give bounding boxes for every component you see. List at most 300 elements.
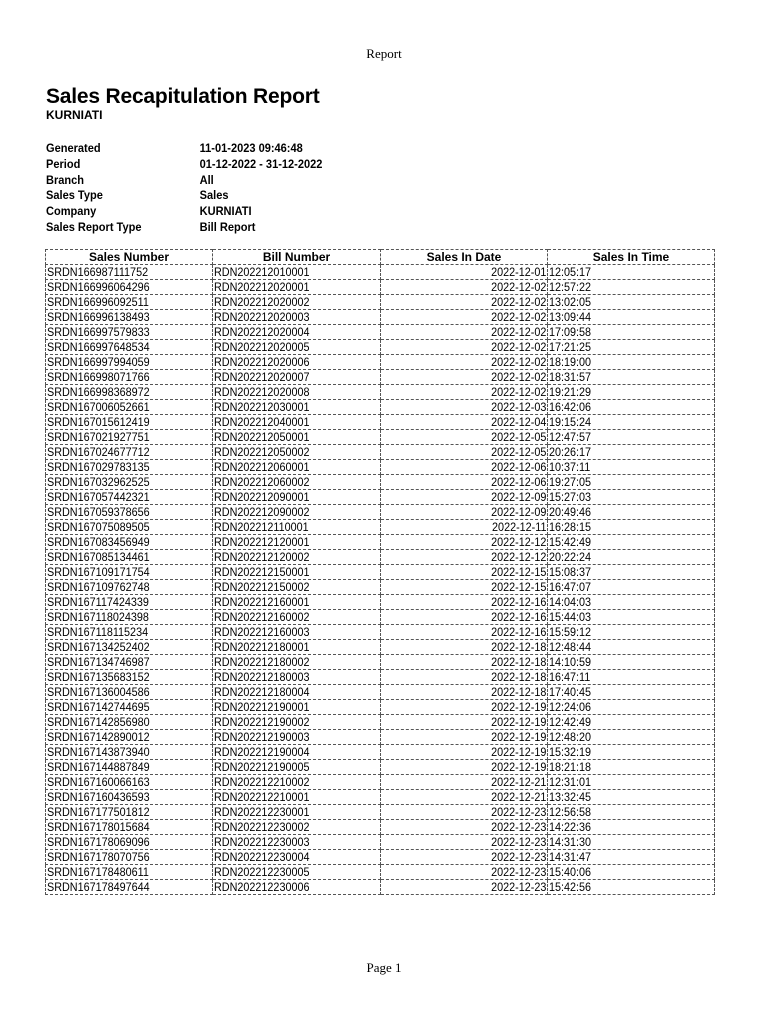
bill-number-cell	[213, 790, 381, 805]
meta-row-company	[46, 204, 322, 220]
sales-number-cell	[46, 835, 213, 850]
cell-text: SRDN167160436593	[47, 790, 150, 804]
cell-text: RDN202212040001	[214, 415, 310, 429]
cell-text: 15:08:37	[549, 565, 592, 579]
cell-text: SRDN167032962525	[47, 475, 150, 489]
sales-date-cell	[381, 415, 548, 430]
table-header-row	[46, 250, 715, 265]
cell-text: 2022-12-19	[490, 700, 546, 714]
table-row	[46, 295, 715, 310]
bill-number-cell	[213, 745, 381, 760]
sales-date-cell	[381, 490, 548, 505]
table-row	[46, 625, 715, 640]
sales-time-cell	[548, 880, 715, 895]
report-meta	[46, 141, 346, 236]
table-row	[46, 700, 715, 715]
cell-text: 16:47:11	[549, 670, 591, 684]
sales-number-cell	[46, 430, 213, 445]
sales-number-cell	[46, 760, 213, 775]
sales-time-cell	[548, 370, 715, 385]
sales-number-cell	[46, 400, 213, 415]
table-row	[46, 610, 715, 625]
cell-text: 2022-12-16	[490, 595, 546, 609]
table-row	[46, 505, 715, 520]
sales-date-cell	[381, 865, 548, 880]
bill-number-cell	[213, 445, 381, 460]
cell-text: SRDN167083456949	[47, 535, 150, 549]
sales-date-cell	[381, 505, 548, 520]
cell-text: 2022-12-23	[490, 865, 546, 879]
bill-number-cell	[213, 805, 381, 820]
bill-number-cell	[213, 340, 381, 355]
sales-time-cell	[548, 565, 715, 580]
cell-text: RDN202212020005	[214, 340, 310, 354]
cell-text: SRDN167029783135	[47, 460, 150, 474]
cell-text: RDN202212160002	[214, 610, 310, 624]
table-row	[46, 670, 715, 685]
cell-text: RDN202212230001	[214, 805, 310, 819]
bill-number-cell	[213, 565, 381, 580]
table-body	[46, 265, 715, 895]
sales-number-cell	[46, 580, 213, 595]
sales-date-cell	[381, 520, 548, 535]
sales-date-cell	[381, 460, 548, 475]
sales-number-cell	[46, 280, 213, 295]
sales-number-cell	[46, 295, 213, 310]
table-row	[46, 730, 715, 745]
cell-text: RDN202212190005	[214, 760, 310, 774]
cell-text: 2022-12-18	[490, 685, 546, 699]
sales-time-cell	[548, 745, 715, 760]
cell-text: 14:04:03	[549, 595, 592, 609]
cell-text: RDN202212090001	[214, 490, 310, 504]
meta-label: Branch	[46, 172, 85, 187]
sales-number-cell	[46, 310, 213, 325]
cell-text: 2022-12-04	[490, 415, 546, 429]
meta-value: All	[199, 172, 214, 187]
sales-number-cell	[46, 655, 213, 670]
table-row	[46, 715, 715, 730]
sales-date-cell	[381, 580, 548, 595]
cell-text: 12:31:01	[549, 775, 592, 789]
sales-number-cell	[46, 550, 213, 565]
sales-time-cell	[548, 460, 715, 475]
sales-time-cell	[548, 730, 715, 745]
sales-date-cell	[381, 370, 548, 385]
table-row	[46, 880, 715, 895]
sales-number-cell	[46, 445, 213, 460]
cell-text: RDN202212020003	[214, 310, 310, 324]
cell-text: 2022-12-23	[490, 880, 546, 894]
cell-text: RDN202212210002	[214, 775, 310, 789]
sales-number-cell	[46, 625, 213, 640]
cell-text: 13:09:44	[549, 310, 592, 324]
cell-text: SRDN166987111752	[47, 265, 149, 279]
sales-time-cell	[548, 685, 715, 700]
table-row	[46, 520, 715, 535]
table-row	[46, 550, 715, 565]
sales-date-cell	[381, 610, 548, 625]
cell-text: SRDN167059378656	[47, 505, 150, 519]
table-row	[46, 580, 715, 595]
cell-text: SRDN166997994059	[47, 355, 150, 369]
bill-number-cell	[213, 550, 381, 565]
sales-time-cell	[548, 505, 715, 520]
cell-text: 2022-12-15	[490, 580, 546, 594]
cell-text: RDN202212230006	[214, 880, 310, 894]
cell-text: RDN202212230005	[214, 865, 310, 879]
sales-time-cell	[548, 670, 715, 685]
bill-number-cell	[213, 880, 381, 895]
cell-text: 2022-12-16	[490, 625, 546, 639]
sales-number-cell	[46, 505, 213, 520]
table-row	[46, 340, 715, 355]
cell-text: 2022-12-23	[490, 850, 546, 864]
cell-text: 2022-12-21	[490, 775, 546, 789]
column-header-bill-number: Bill Number	[213, 250, 381, 265]
cell-text: SRDN167142856980	[47, 715, 150, 729]
sales-time-cell	[548, 445, 715, 460]
cell-text: SRDN167142890012	[47, 730, 150, 744]
bill-number-cell	[213, 715, 381, 730]
cell-text: 2022-12-03	[490, 400, 546, 414]
cell-text: 15:40:06	[549, 865, 592, 879]
cell-text: 13:32:45	[549, 790, 592, 804]
cell-text: 2022-12-21	[490, 790, 546, 804]
sales-number-cell	[46, 670, 213, 685]
meta-label: Generated	[46, 141, 101, 155]
cell-text: 13:02:05	[549, 295, 592, 309]
table-row	[46, 745, 715, 760]
table-row	[46, 475, 715, 490]
table-row	[46, 490, 715, 505]
cell-text: RDN202212160001	[214, 595, 310, 609]
cell-text: 2022-12-15	[490, 565, 546, 579]
cell-text: 2022-12-06	[490, 475, 546, 489]
sales-time-cell	[548, 715, 715, 730]
sales-time-cell	[548, 775, 715, 790]
cell-text: 12:47:57	[549, 430, 592, 444]
cell-text: SRDN167178015684	[47, 820, 150, 834]
cell-text: SRDN167109762748	[47, 580, 150, 594]
sales-time-cell	[548, 520, 715, 535]
cell-text: RDN202212180002	[214, 655, 310, 669]
sales-date-cell	[381, 625, 548, 640]
bill-number-cell	[213, 490, 381, 505]
cell-text: 2022-12-05	[490, 445, 546, 459]
bill-number-cell	[213, 325, 381, 340]
sales-time-cell	[548, 265, 715, 280]
bill-number-cell	[213, 700, 381, 715]
sales-date-cell	[381, 775, 548, 790]
cell-text: RDN202212050001	[214, 430, 310, 444]
sales-date-cell	[381, 595, 548, 610]
cell-text: 17:40:45	[549, 685, 592, 699]
sales-number-cell	[46, 640, 213, 655]
sales-time-cell	[548, 550, 715, 565]
cell-text: 2022-12-19	[490, 745, 546, 759]
table-row	[46, 355, 715, 370]
cell-text: 14:10:59	[549, 655, 592, 669]
sales-date-cell	[381, 430, 548, 445]
cell-text: 12:42:49	[549, 715, 592, 729]
cell-text: 14:31:30	[549, 835, 592, 849]
sales-time-cell	[548, 415, 715, 430]
table-row	[46, 280, 715, 295]
cell-text: RDN202212180003	[214, 670, 310, 684]
bill-number-cell	[213, 760, 381, 775]
meta-value: KURNIATI	[199, 204, 252, 219]
table-row	[46, 850, 715, 865]
cell-text: 15:44:03	[549, 610, 592, 624]
page-header: Report	[366, 46, 402, 61]
sales-table	[45, 249, 715, 895]
cell-text: 2022-12-19	[490, 760, 546, 774]
sales-time-cell	[548, 580, 715, 595]
cell-text: 2022-12-02	[490, 355, 546, 369]
sales-date-cell	[381, 340, 548, 355]
sales-number-cell	[46, 865, 213, 880]
meta-label: Sales Report Type	[46, 219, 142, 234]
sales-time-cell	[548, 865, 715, 880]
bill-number-cell	[213, 280, 381, 295]
sales-number-cell	[46, 355, 213, 370]
sales-number-cell	[46, 460, 213, 475]
cell-text: 2022-12-02	[490, 280, 546, 294]
bill-number-cell	[213, 370, 381, 385]
sales-number-cell	[46, 790, 213, 805]
cell-text: RDN202212120001	[214, 535, 310, 549]
cell-text: SRDN167085134461	[47, 550, 150, 564]
cell-text: RDN202212020008	[214, 385, 310, 399]
sales-time-cell	[548, 385, 715, 400]
meta-row-sales-type	[46, 188, 322, 204]
bill-number-cell	[213, 625, 381, 640]
bill-number-cell	[213, 640, 381, 655]
bill-number-cell	[213, 775, 381, 790]
sales-time-cell	[548, 835, 715, 850]
sales-date-cell	[381, 805, 548, 820]
sales-number-cell	[46, 715, 213, 730]
sales-date-cell	[381, 835, 548, 850]
cell-text: 16:28:15	[549, 520, 592, 534]
cell-text: 17:21:25	[549, 340, 592, 354]
sales-time-cell	[548, 400, 715, 415]
cell-text: 15:32:19	[549, 745, 592, 759]
cell-text: 15:42:49	[549, 535, 592, 549]
table-row	[46, 565, 715, 580]
sales-time-cell	[548, 295, 715, 310]
sales-number-cell	[46, 490, 213, 505]
cell-text: 2022-12-06	[490, 460, 546, 474]
bill-number-cell	[213, 385, 381, 400]
sales-date-cell	[381, 310, 548, 325]
sales-time-cell	[548, 640, 715, 655]
bill-number-cell	[213, 475, 381, 490]
column-header-sales-date: Sales In Date	[381, 250, 548, 265]
table-row	[46, 775, 715, 790]
cell-text: 2022-12-12	[490, 535, 546, 549]
table-row	[46, 430, 715, 445]
table-row	[46, 460, 715, 475]
bill-number-cell	[213, 520, 381, 535]
cell-text: 2022-12-09	[490, 505, 546, 519]
cell-text: 2022-12-02	[490, 340, 546, 354]
cell-text: SRDN166996092511	[47, 295, 149, 309]
cell-text: 17:09:58	[549, 325, 592, 339]
table-row	[46, 655, 715, 670]
cell-text: SRDN167117424339	[47, 595, 149, 609]
cell-text: SRDN167178070756	[47, 850, 150, 864]
bill-number-cell	[213, 310, 381, 325]
cell-text: 2022-12-02	[490, 310, 546, 324]
cell-text: SRDN167178497644	[47, 880, 150, 894]
sales-date-cell	[381, 880, 548, 895]
cell-text: 2022-12-01	[490, 265, 546, 279]
cell-text: RDN202212150001	[214, 565, 310, 579]
cell-text: RDN202212190002	[214, 715, 310, 729]
sales-date-cell	[381, 715, 548, 730]
cell-text: RDN202212230003	[214, 835, 310, 849]
cell-text: SRDN166997579833	[47, 325, 150, 339]
table-row	[46, 805, 715, 820]
cell-text: RDN202212190004	[214, 745, 310, 759]
sales-date-cell	[381, 535, 548, 550]
table-row	[46, 445, 715, 460]
sales-date-cell	[381, 295, 548, 310]
cell-text: 19:15:24	[549, 415, 592, 429]
sales-number-cell	[46, 745, 213, 760]
sales-date-cell	[381, 760, 548, 775]
bill-number-cell	[213, 610, 381, 625]
sales-number-cell	[46, 385, 213, 400]
table-row	[46, 415, 715, 430]
sales-number-cell	[46, 610, 213, 625]
table-row	[46, 790, 715, 805]
sales-number-cell	[46, 820, 213, 835]
sales-time-cell	[548, 760, 715, 775]
sales-number-cell	[46, 850, 213, 865]
cell-text: SRDN167015612419	[47, 415, 150, 429]
cell-text: SRDN167118024398	[47, 610, 149, 624]
cell-text: 2022-12-02	[490, 385, 546, 399]
cell-text: RDN202212230002	[214, 820, 310, 834]
table-row	[46, 385, 715, 400]
cell-text: 18:21:18	[549, 760, 592, 774]
cell-text: RDN202212190003	[214, 730, 310, 744]
meta-row-period	[46, 157, 322, 173]
sales-date-cell	[381, 445, 548, 460]
meta-row-generated	[46, 141, 322, 157]
sales-time-cell	[548, 610, 715, 625]
bill-number-cell	[213, 400, 381, 415]
sales-date-cell	[381, 355, 548, 370]
sales-date-cell	[381, 385, 548, 400]
sales-number-cell	[46, 475, 213, 490]
sales-time-cell	[548, 700, 715, 715]
column-header-sales-time: Sales In Time	[548, 250, 715, 265]
cell-text: RDN202212190001	[214, 700, 310, 714]
sales-number-cell	[46, 730, 213, 745]
sales-time-cell	[548, 430, 715, 445]
cell-text: 2022-12-09	[490, 490, 546, 504]
cell-text: RDN202212020006	[214, 355, 310, 369]
cell-text: 12:24:06	[549, 700, 592, 714]
bill-number-cell	[213, 865, 381, 880]
cell-text: RDN202212230004	[214, 850, 310, 864]
sales-number-cell	[46, 775, 213, 790]
table-row	[46, 820, 715, 835]
cell-text: 12:57:22	[549, 280, 592, 294]
sales-date-cell	[381, 685, 548, 700]
cell-text: RDN202212210001	[214, 790, 310, 804]
cell-text: 19:27:05	[549, 475, 592, 489]
cell-text: 15:27:03	[549, 490, 592, 504]
sales-date-cell	[381, 655, 548, 670]
sales-date-cell	[381, 850, 548, 865]
cell-text: 2022-12-19	[490, 730, 546, 744]
bill-number-cell	[213, 430, 381, 445]
cell-text: RDN202212020002	[214, 295, 310, 309]
table-row	[46, 370, 715, 385]
cell-text: SRDN167134746987	[47, 655, 150, 669]
sales-date-cell	[381, 280, 548, 295]
cell-text: SRDN167178069096	[47, 835, 150, 849]
bill-number-cell	[213, 730, 381, 745]
cell-text: 16:42:06	[549, 400, 592, 414]
sales-date-cell	[381, 475, 548, 490]
sales-date-cell	[381, 820, 548, 835]
sales-number-cell	[46, 685, 213, 700]
cell-text: RDN202212010001	[214, 265, 310, 279]
cell-text: RDN202212060001	[214, 460, 310, 474]
sales-date-cell	[381, 790, 548, 805]
bill-number-cell	[213, 670, 381, 685]
sales-number-cell	[46, 565, 213, 580]
cell-text: SRDN166998368972	[47, 385, 150, 399]
report-subtitle: KURNIATI	[46, 108, 103, 122]
cell-text: 15:59:12	[549, 625, 592, 639]
cell-text: SRDN167144887849	[47, 760, 150, 774]
meta-row-branch	[46, 173, 322, 189]
sales-number-cell	[46, 700, 213, 715]
cell-text: 2022-12-11	[491, 520, 546, 534]
cell-text: SRDN166998071766	[47, 370, 150, 384]
sales-date-cell	[381, 400, 548, 415]
column-header-sales-number: Sales Number	[46, 250, 213, 265]
cell-text: 2022-12-02	[490, 295, 546, 309]
meta-label: Company	[46, 204, 97, 219]
cell-text: SRDN167109171754	[47, 565, 150, 579]
cell-text: 20:49:46	[549, 505, 592, 519]
cell-text: SRDN167075089505	[47, 520, 150, 534]
bill-number-cell	[213, 850, 381, 865]
bill-number-cell	[213, 265, 381, 280]
cell-text: RDN202212120002	[214, 550, 310, 564]
cell-text: RDN202212020007	[214, 370, 310, 384]
sales-time-cell	[548, 535, 715, 550]
cell-text: 2022-12-16	[490, 610, 546, 624]
cell-text: SRDN167160066163	[47, 775, 150, 789]
sales-time-cell	[548, 625, 715, 640]
sales-time-cell	[548, 490, 715, 505]
cell-text: SRDN167177501812	[47, 805, 150, 819]
table-row	[46, 865, 715, 880]
sales-date-cell	[381, 265, 548, 280]
cell-text: RDN202212090002	[214, 505, 310, 519]
cell-text: SRDN167057442321	[47, 490, 150, 504]
meta-value: Bill Report	[199, 219, 256, 234]
